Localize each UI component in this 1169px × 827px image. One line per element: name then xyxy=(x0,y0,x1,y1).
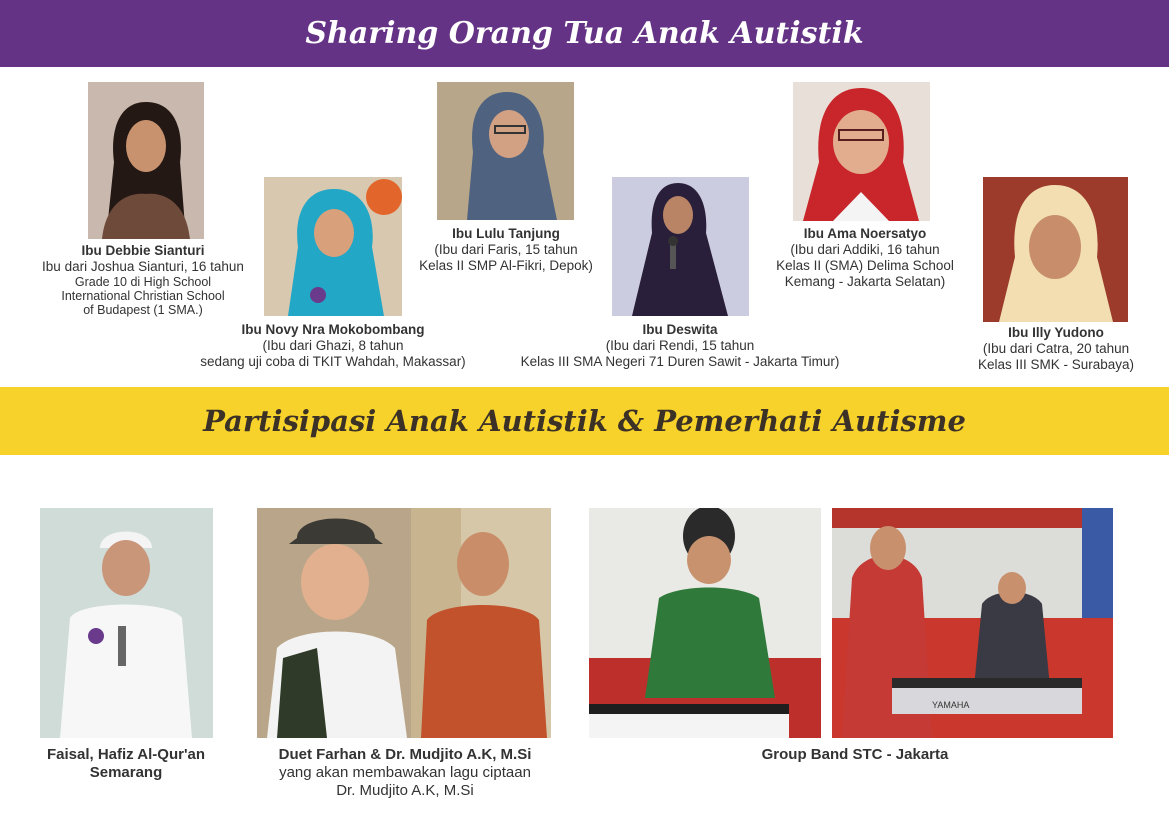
photo-farhan xyxy=(257,508,411,738)
photo-novy-mokobombang xyxy=(264,177,402,316)
parent-name: Ibu Illy Yudono xyxy=(1008,325,1104,340)
caption-group-band-stc xyxy=(700,746,1010,764)
parent-name: Ibu Lulu Tanjung xyxy=(452,226,560,241)
parent-detail: sedang uji coba di TKIT Wahdah, Makassar) xyxy=(200,354,466,369)
caption-deswita xyxy=(490,322,870,370)
parent-detail: (Ibu dari Addiki, 16 tahun xyxy=(790,242,940,257)
parent-detail: Kemang - Jakarta Selatan) xyxy=(784,274,946,289)
parent-detail: (Ibu dari Faris, 15 tahun xyxy=(434,242,578,257)
caption-debbie-sianturi xyxy=(20,243,266,317)
keyboard-brand-label: YAMAHA xyxy=(932,700,970,710)
parent-name: Ibu Novy Nra Mokobombang xyxy=(241,322,425,337)
parent-name: Ibu Debbie Sianturi xyxy=(81,243,205,258)
photo-faisal xyxy=(40,508,213,738)
caption-ama-noersatyo xyxy=(752,226,978,290)
photo-group-band-keyboardist xyxy=(589,508,821,738)
parent-detail: Kelas II SMP Al-Fikri, Depok) xyxy=(419,258,593,273)
parent-detail: (Ibu dari Ghazi, 8 tahun xyxy=(262,338,404,353)
participant-name: Duet Farhan & Dr. Mudjito A.K, M.Si xyxy=(278,746,532,763)
participant-name: Group Band STC - Jakarta xyxy=(761,746,949,763)
caption-lulu-tanjung xyxy=(396,226,616,274)
section-title-partisipasi: Partisipasi Anak Autistik & Pemerhati Autisme xyxy=(0,387,1169,455)
parent-detail: Ibu dari Joshua Sianturi, 16 tahun xyxy=(42,259,244,274)
participant-detail: Dr. Mudjito A.K, M.Si xyxy=(336,782,474,799)
photo-debbie-sianturi xyxy=(88,82,204,239)
caption-illy-yudono xyxy=(958,325,1154,373)
parent-name: Ibu Deswita xyxy=(642,322,718,337)
participant-name: Faisal, Hafiz Al-Qur'an xyxy=(46,746,206,763)
parent-detail: Kelas III SMK - Surabaya) xyxy=(977,357,1135,372)
participant-detail: yang akan membawakan lagu ciptaan xyxy=(279,764,531,781)
photo-deswita xyxy=(612,177,749,316)
photo-ama-noersatyo xyxy=(793,82,930,221)
photo-illy-yudono xyxy=(983,177,1128,322)
caption-duet-farhan-mudjito xyxy=(240,746,570,800)
photo-mudjito xyxy=(411,508,551,738)
parent-detail: (Ibu dari Rendi, 15 tahun xyxy=(605,338,755,353)
photo-lulu-tanjung xyxy=(437,82,574,220)
photo-group-band-performance xyxy=(832,508,1113,738)
parent-detail: of Budapest (1 SMA.) xyxy=(83,303,203,317)
participant-name: Semarang xyxy=(89,764,163,781)
parent-detail: Grade 10 di High School xyxy=(74,275,212,289)
section-title-sharing: Sharing Orang Tua Anak Autistik xyxy=(0,0,1169,67)
caption-faisal xyxy=(20,746,232,782)
parent-detail: (Ibu dari Catra, 20 tahun xyxy=(982,341,1130,356)
parent-name: Ibu Ama Noersatyo xyxy=(803,226,927,241)
parent-detail: International Christian School xyxy=(61,289,225,303)
parent-detail: Kelas III SMA Negeri 71 Duren Sawit - Jakarta Timur) xyxy=(520,354,840,369)
parent-detail: Kelas II (SMA) Delima School xyxy=(776,258,954,273)
caption-novy-mokobombang xyxy=(172,322,494,370)
